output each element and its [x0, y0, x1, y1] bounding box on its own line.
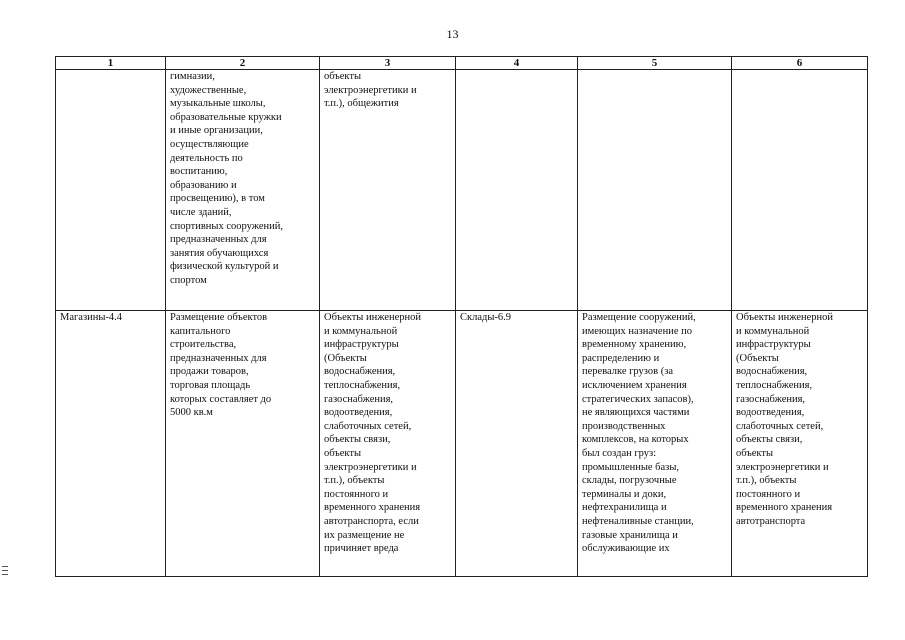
- table-cell: [456, 70, 578, 311]
- table-cell: Магазины-4.4: [56, 311, 166, 577]
- table-cell: объекты электроэнергетики и т.п.), общежития: [320, 70, 456, 311]
- column-header: 6: [732, 57, 868, 70]
- table-row: [56, 70, 868, 311]
- column-header: 3: [320, 57, 456, 70]
- table-cell: гимназии, художественные, музыкальные школы, образовательные кружки и иные организации, осуществляющие деятельность по воспитанию, образованию и просвещению), в том числе зданий, спортивных сооружений, предназначенных для занятия обучающихся физической культурой и спортом: [166, 70, 320, 311]
- page-number: 13: [446, 27, 459, 41]
- column-header: 1: [56, 57, 166, 70]
- table-cell: Объекты инженерной и коммунальной инфраструктуры (Объекты водоснабжения, теплоснабжения, газоснабжения, водоотведения, слаботочных сетей, объекты связи, объекты электроэнергетики и т.п.), объекты постоянного и временного хранения автотранспорта: [732, 311, 868, 577]
- table-header-row: [56, 57, 868, 70]
- table-cell: Размещение сооружений, имеющих назначение по временному хранению, распределению и перевалке грузов (за исключением хранения стратегических запасов), не являющихся частями производственных комплексов, на которых был создан груз: промышленные базы, склады, погрузочные терминалы и доки, нефтехранилища и нефтеналивные станции, газовые хранилища и обслуживающие их: [578, 311, 732, 577]
- table-cell: Размещение объектов капитального строительства, предназначенных для продажи товаров, торговая площадь которых составляет до 5000 кв.м: [166, 311, 320, 577]
- table-row: [56, 311, 868, 577]
- column-header: 5: [578, 57, 732, 70]
- table-cell: Склады-6.9: [456, 311, 578, 577]
- table-cell: [578, 70, 732, 311]
- column-header: 4: [456, 57, 578, 70]
- land-use-table: [55, 56, 868, 577]
- table-cell: [56, 70, 166, 311]
- scan-edge-mark: [2, 566, 8, 575]
- table-cell: [732, 70, 868, 311]
- column-header: 2: [166, 57, 320, 70]
- table-cell: Объекты инженерной и коммунальной инфраструктуры (Объекты водоснабжения, теплоснабжения, газоснабжения, водоотведения, слаботочных сетей, объекты связи, объекты электроэнергетики и т.п.), объекты постоянного и временного хранения автотранспорта, если их размещение не причиняет вреда: [320, 311, 456, 577]
